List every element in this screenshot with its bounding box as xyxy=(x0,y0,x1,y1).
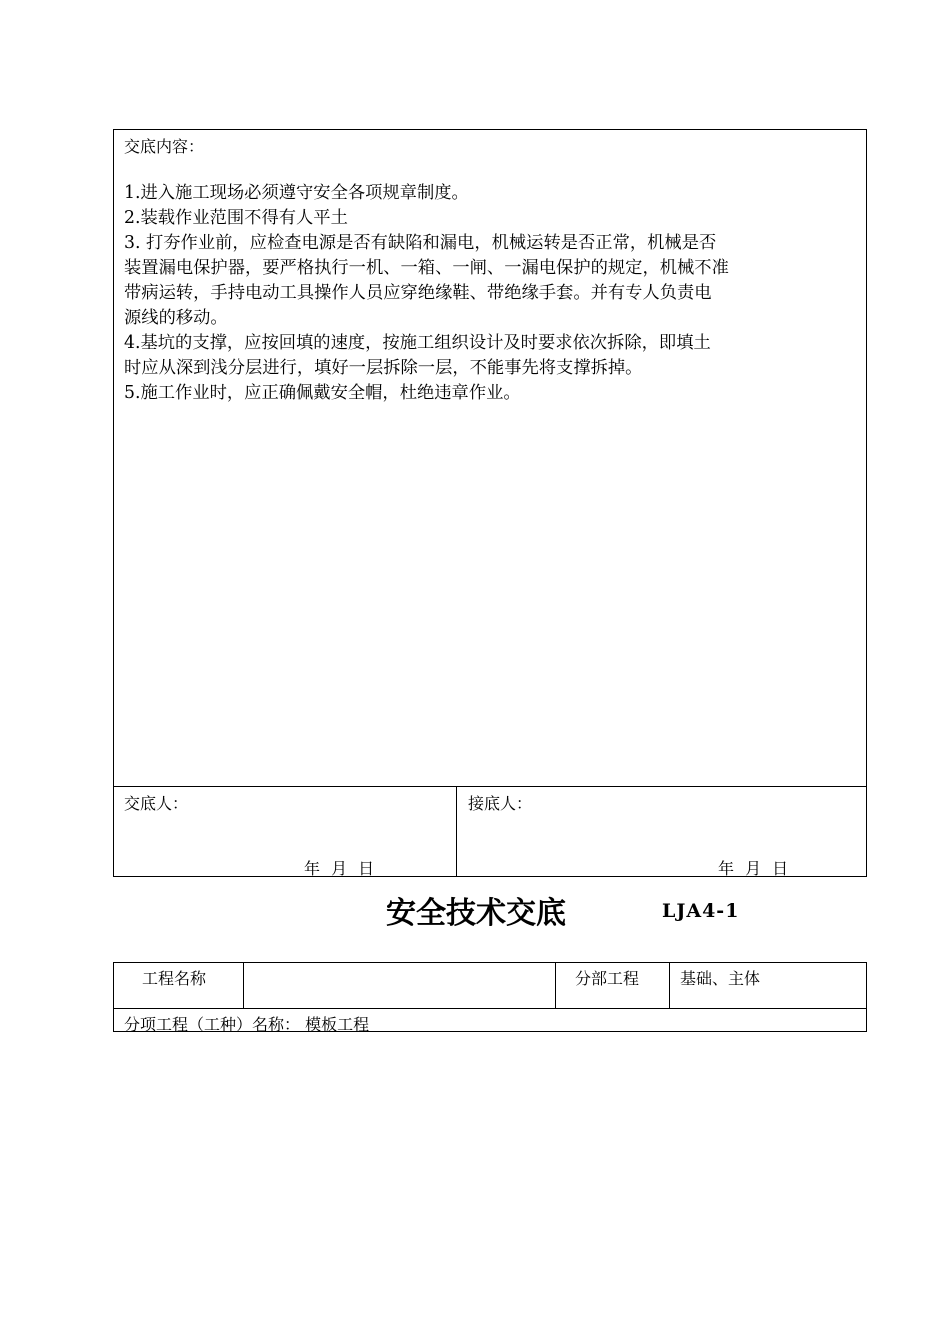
signature-divider xyxy=(456,786,457,877)
content-divider xyxy=(113,786,867,787)
content-line-7: 4.基坑的支撑，应按回填的速度，按施工组织设计及时要求依次拆除，即填土 xyxy=(124,333,711,353)
receiver-label: 接底人： xyxy=(468,794,533,813)
content-line-3: 3. 打夯作业前，应检查电源是否有缺陷和漏电，机械运转是否正常，机械是否 xyxy=(124,233,717,253)
content-line-4: 装置漏电保护器，要严格执行一机、一箱、一闸、一漏电保护的规定，机械不准 xyxy=(124,258,729,278)
content-line-8: 时应从深到浅分层进行，填好一层拆除一层，不能事先将支撑拆掉。 xyxy=(124,358,643,378)
content-line-6: 源线的移动。 xyxy=(124,308,228,328)
document-title: 安全技术交底 xyxy=(386,896,566,931)
info-col-divider-3 xyxy=(669,962,670,1009)
info-col-divider-1 xyxy=(243,962,244,1009)
content-line-9: 5.施工作业时，应正确佩戴安全帽，杜绝违章作业。 xyxy=(124,383,521,403)
division-label: 分部工程 xyxy=(575,969,640,988)
content-line-5: 带病运转，手持电动工具操作人员应穿绝缘鞋、带绝缘手套。并有专人负责电 xyxy=(124,283,712,303)
project-name-label: 工程名称 xyxy=(142,969,207,988)
date-right: 年 月 日 xyxy=(718,859,792,878)
info-row-divider xyxy=(113,1008,867,1009)
subitem-name: 分项工程（工种）名称： 模板工程 xyxy=(124,1015,370,1034)
content-line-2: 2.装载作业范围不得有人平土 xyxy=(124,208,348,228)
info-col-divider-2 xyxy=(555,962,556,1009)
date-left: 年 月 日 xyxy=(304,859,378,878)
giver-label: 交底人： xyxy=(124,794,189,813)
content-line-1: 1.进入施工现场必须遵守安全各项规章制度。 xyxy=(124,183,469,203)
content-label: 交底内容： xyxy=(124,137,205,156)
document-code: LJA4-1 xyxy=(662,900,740,922)
division-value: 基础、主体 xyxy=(680,969,761,988)
